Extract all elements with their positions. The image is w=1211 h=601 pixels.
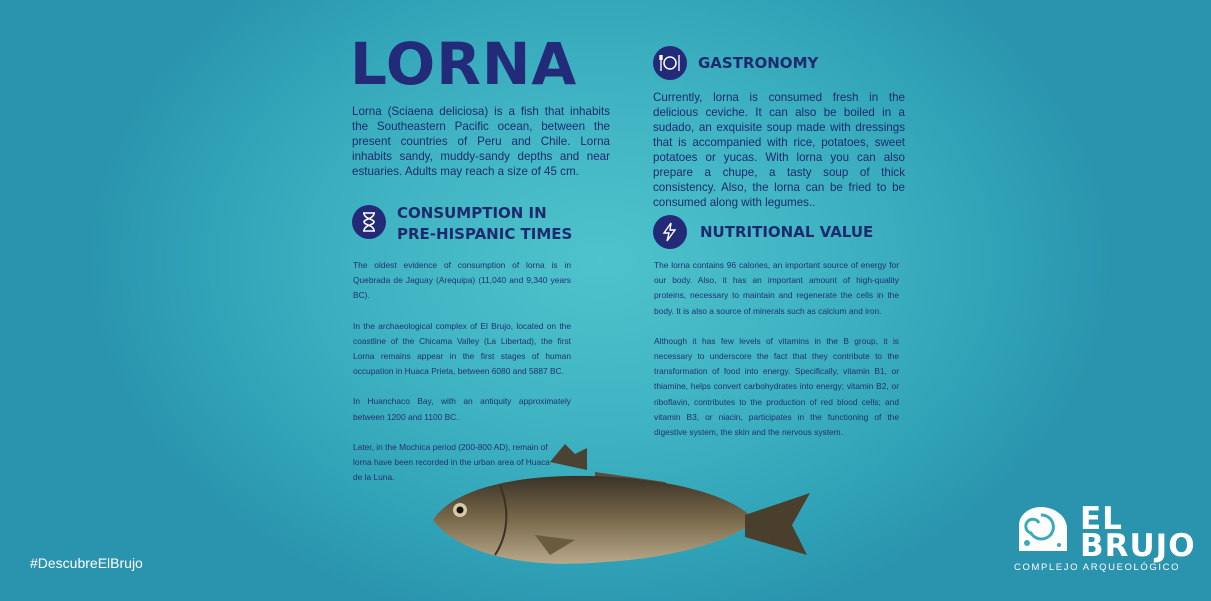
logo-subtitle: COMPLEJO ARQUEOLÓGICO <box>1014 562 1181 573</box>
consumption-heading <box>397 203 572 245</box>
paragraph: Later, in the Mochica period (200-800 AD), remain of lorna have been recorded in the urban area of Huaca de la Luna. <box>353 441 550 483</box>
el-brujo-emblem-icon <box>1015 505 1071 555</box>
plate-cutlery-icon <box>653 46 687 80</box>
gastronomy-heading: GASTRONOMY <box>698 54 819 72</box>
logo-line1: EL <box>1080 501 1123 537</box>
consumption-heading-line1: CONSUMPTION IN <box>397 204 547 222</box>
intro-text: Lorna (Sciaena deliciosa) is a fish that inhabits the Southeastern Pacific ocean, between the present countries of Peru and Chile. Lorna inhabits sandy, muddy-sandy depths and near estuaries. Adults may reach a size of 45 cm. <box>352 105 610 178</box>
paragraph: Although it has few levels of vitamins in the B group, it is necessary to underscore the fact that they contribute to the transformation of food into energy. Specifically, vitamin B1, or thiamine, helps convert carbohydrates into energy; vitamin B2, or riboflavin, contributes to the production of red blood cells; and vitamin B3, or niacin, participates in the functioning of the digestive system, the skin and the nervous system. <box>654 335 899 438</box>
hourglass-icon <box>352 205 386 239</box>
lorna-fish-image <box>425 440 820 585</box>
nutrition-text <box>654 258 899 440</box>
paragraph: The oldest evidence of consumption of lorna is in Quebrada de Jaguay (Arequipa) (11,040 and 9,340 years BC). <box>353 260 571 301</box>
el-brujo-logo <box>1012 501 1196 577</box>
paragraph: The lorna contains 96 calories, an important source of energy for our body. Also, it has an important amount of high-quality proteins, necessary to maintain and regenerate the cells in the body. It is also a source of minerals such as calcium and iron. <box>654 260 899 316</box>
energy-bolt-icon <box>653 215 687 249</box>
logo-line2: BRUJO <box>1080 528 1196 564</box>
paragraph: In Huanchaco Bay, with an antiquity approximately between 1200 and 1100 BC. <box>353 396 571 422</box>
hashtag-text: #DescubreElBrujo <box>30 555 143 571</box>
page-title: LORNA <box>350 30 578 98</box>
nutrition-heading: NUTRITIONAL VALUE <box>700 223 874 241</box>
paragraph: In the archaeological complex of El Brujo, located on the coastline of the Chicama Valley (La Libertad), the first Lorna remains appear in the first stages of human occupation in Huaca Prieta, between 6080 and 5887 BC. <box>353 320 571 377</box>
consumption-heading-line2: PRE-HISPANIC TIMES <box>397 225 573 243</box>
gastronomy-text: Currently, lorna is consumed fresh in the delicious ceviche. It can also be boiled in a sudado, an exquisite soup made with dressings that is accompanied with rice, potatoes, sweet potatoes or yucas. With lorna you can also prepare a chupe, a tasty soup of thick consistency. Also, the lorna can be fried to be consumed along with legumes.. <box>653 91 905 209</box>
